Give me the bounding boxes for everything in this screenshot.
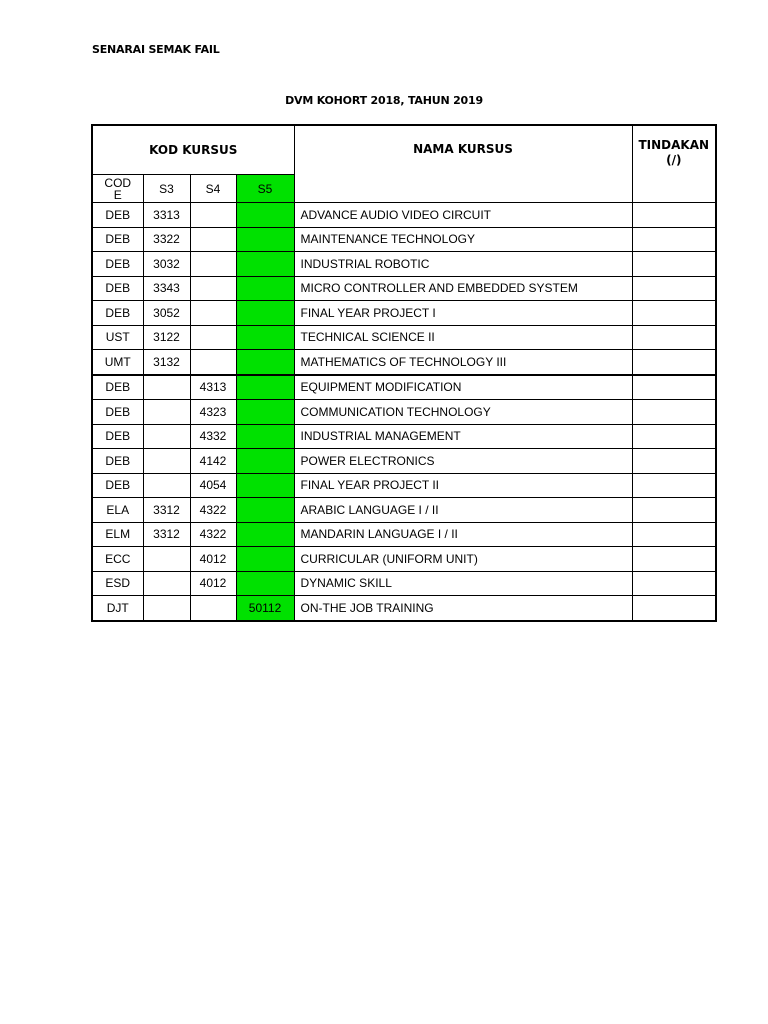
tindakan-cell[interactable] <box>632 522 716 547</box>
s4-cell <box>190 227 236 252</box>
s4-cell <box>190 276 236 301</box>
s5-cell <box>236 325 294 350</box>
table-row <box>92 522 716 547</box>
tindakan-cell[interactable] <box>632 375 716 400</box>
tindakan-mark: (/) <box>666 153 682 167</box>
s5-cell <box>236 252 294 277</box>
s5-cell <box>236 350 294 375</box>
s5-cell <box>236 375 294 400</box>
course-code-cell: UST <box>92 325 143 350</box>
s4-cell: 4323 <box>190 400 236 425</box>
s4-cell: 4054 <box>190 473 236 498</box>
course-name-cell: FINAL YEAR PROJECT I <box>294 301 632 326</box>
course-checklist-table <box>91 124 717 622</box>
s3-header: S3 <box>143 175 190 203</box>
s3-cell: 3132 <box>143 350 190 375</box>
course-name-cell: ON-THE JOB TRAINING <box>294 596 632 621</box>
s3-cell <box>143 596 190 621</box>
s4-cell: 4012 <box>190 547 236 572</box>
s3-cell: 3052 <box>143 301 190 326</box>
document-title: DVM KOHORT 2018, TAHUN 2019 <box>285 94 483 107</box>
course-code-cell: DEB <box>92 203 143 228</box>
kod-kursus-header: KOD KURSUS <box>92 125 294 175</box>
course-name-cell: MICRO CONTROLLER AND EMBEDDED SYSTEM <box>294 276 632 301</box>
s5-cell <box>236 400 294 425</box>
s5-cell <box>236 276 294 301</box>
tindakan-cell[interactable] <box>632 473 716 498</box>
s3-cell <box>143 571 190 596</box>
tindakan-cell[interactable] <box>632 276 716 301</box>
table-row <box>92 424 716 449</box>
course-code-cell: ELM <box>92 522 143 547</box>
tindakan-cell[interactable] <box>632 596 716 621</box>
course-name-cell: TECHNICAL SCIENCE II <box>294 325 632 350</box>
s4-cell <box>190 325 236 350</box>
s4-cell: 4322 <box>190 498 236 523</box>
s4-cell <box>190 350 236 375</box>
s4-cell <box>190 301 236 326</box>
course-code-cell: UMT <box>92 350 143 375</box>
table-header-row <box>92 125 716 175</box>
course-name-cell: ADVANCE AUDIO VIDEO CIRCUIT <box>294 203 632 228</box>
tindakan-cell[interactable] <box>632 424 716 449</box>
course-name-cell: POWER ELECTRONICS <box>294 449 632 474</box>
course-code-cell: ESD <box>92 571 143 596</box>
course-code-cell: ECC <box>92 547 143 572</box>
tindakan-cell[interactable] <box>632 203 716 228</box>
s5-cell <box>236 424 294 449</box>
s3-cell: 3032 <box>143 252 190 277</box>
tindakan-cell[interactable] <box>632 571 716 596</box>
s3-cell: 3122 <box>143 325 190 350</box>
course-name-cell: INDUSTRIAL MANAGEMENT <box>294 424 632 449</box>
s5-cell <box>236 449 294 474</box>
s4-cell: 4322 <box>190 522 236 547</box>
s3-cell <box>143 449 190 474</box>
s5-cell <box>236 473 294 498</box>
table-row <box>92 276 716 301</box>
s4-cell: 4313 <box>190 375 236 400</box>
s4-cell <box>190 596 236 621</box>
course-code-cell: DEB <box>92 473 143 498</box>
table-row <box>92 350 716 375</box>
course-code-cell: DEB <box>92 375 143 400</box>
code-header-line1: COD <box>104 175 132 190</box>
course-code-cell: DEB <box>92 252 143 277</box>
table-row <box>92 375 716 400</box>
tindakan-cell[interactable] <box>632 400 716 425</box>
s4-cell: 4142 <box>190 449 236 474</box>
course-code-cell: ELA <box>92 498 143 523</box>
table-row <box>92 596 716 621</box>
course-name-cell: MAINTENANCE TECHNOLOGY <box>294 227 632 252</box>
course-name-cell: EQUIPMENT MODIFICATION <box>294 375 632 400</box>
course-name-cell: MANDARIN LANGUAGE I / II <box>294 522 632 547</box>
s3-cell <box>143 547 190 572</box>
tindakan-cell[interactable] <box>632 252 716 277</box>
tindakan-cell[interactable] <box>632 449 716 474</box>
s3-cell: 3312 <box>143 498 190 523</box>
table-row <box>92 400 716 425</box>
table-row <box>92 449 716 474</box>
s3-cell <box>143 424 190 449</box>
tindakan-label: TINDAKAN <box>638 138 710 152</box>
nama-kursus-header: NAMA KURSUS <box>294 125 632 203</box>
s5-cell <box>236 522 294 547</box>
s5-cell <box>236 571 294 596</box>
table-row <box>92 252 716 277</box>
s4-cell <box>190 252 236 277</box>
table-row <box>92 203 716 228</box>
course-code-cell: DEB <box>92 424 143 449</box>
s3-cell: 3343 <box>143 276 190 301</box>
table-row <box>92 547 716 572</box>
table-row <box>92 473 716 498</box>
s5-cell <box>236 227 294 252</box>
s5-cell <box>236 203 294 228</box>
table-row <box>92 301 716 326</box>
s4-cell: 4332 <box>190 424 236 449</box>
table-row <box>92 227 716 252</box>
course-name-cell: INDUSTRIAL ROBOTIC <box>294 252 632 277</box>
s3-cell: 3322 <box>143 227 190 252</box>
tindakan-cell[interactable] <box>632 350 716 375</box>
course-code-cell: DEB <box>92 227 143 252</box>
s3-cell: 3313 <box>143 203 190 228</box>
course-name-cell: COMMUNICATION TECHNOLOGY <box>294 400 632 425</box>
s5-cell <box>236 301 294 326</box>
course-code-cell: DEB <box>92 449 143 474</box>
tindakan-header <box>632 125 716 175</box>
course-code-cell: DJT <box>92 596 143 621</box>
document-heading: SENARAI SEMAK FAIL <box>92 43 220 56</box>
tindakan-header-cont <box>632 175 716 203</box>
table-row <box>92 325 716 350</box>
s5-header: S5 <box>236 175 294 203</box>
s3-cell <box>143 473 190 498</box>
tindakan-cell[interactable] <box>632 325 716 350</box>
s4-cell: 4012 <box>190 571 236 596</box>
course-code-cell: DEB <box>92 400 143 425</box>
tindakan-cell[interactable] <box>632 547 716 572</box>
table-row <box>92 498 716 523</box>
s4-cell <box>190 203 236 228</box>
tindakan-cell[interactable] <box>632 498 716 523</box>
s5-cell <box>236 498 294 523</box>
s3-cell <box>143 400 190 425</box>
course-code-cell: DEB <box>92 301 143 326</box>
s4-header: S4 <box>190 175 236 203</box>
s3-cell <box>143 375 190 400</box>
course-name-cell: CURRICULAR (UNIFORM UNIT) <box>294 547 632 572</box>
course-name-cell: MATHEMATICS OF TECHNOLOGY III <box>294 350 632 375</box>
tindakan-cell[interactable] <box>632 301 716 326</box>
s5-cell <box>236 547 294 572</box>
s5-cell: 50112 <box>236 596 294 621</box>
table-row <box>92 571 716 596</box>
course-name-cell: ARABIC LANGUAGE I / II <box>294 498 632 523</box>
tindakan-cell[interactable] <box>632 227 716 252</box>
code-header-line2: E <box>113 187 122 202</box>
s3-cell: 3312 <box>143 522 190 547</box>
course-code-cell: DEB <box>92 276 143 301</box>
course-name-cell: FINAL YEAR PROJECT II <box>294 473 632 498</box>
code-header <box>92 175 143 203</box>
course-name-cell: DYNAMIC SKILL <box>294 571 632 596</box>
